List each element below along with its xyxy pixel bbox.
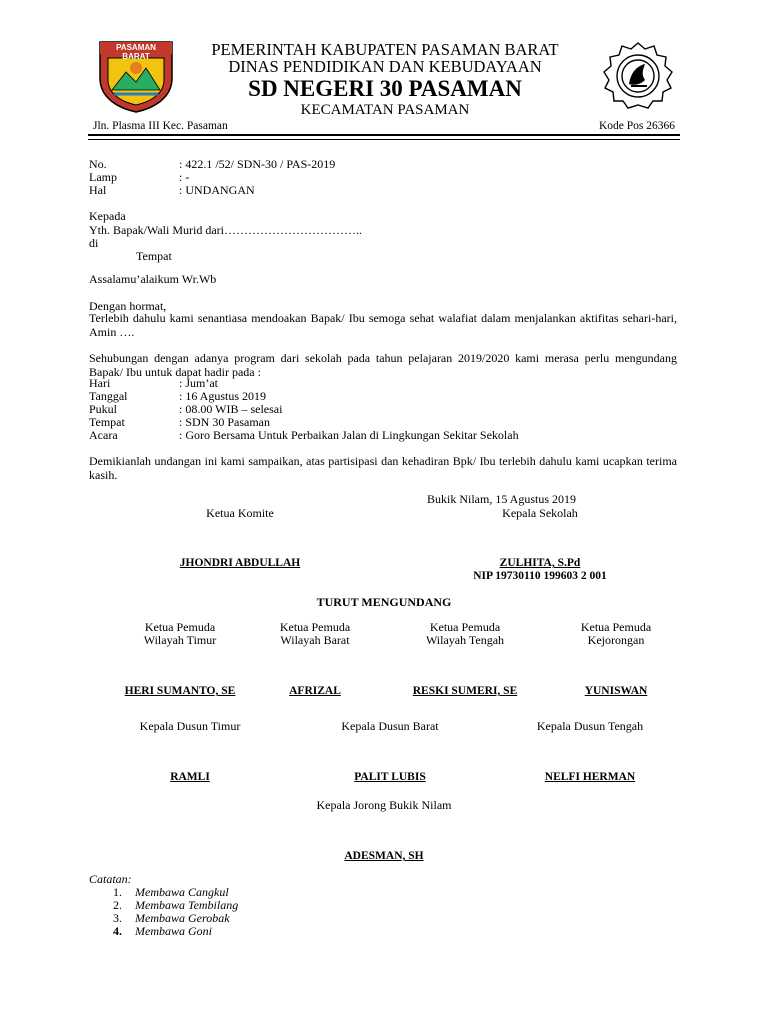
youth-west-name: AFRIZAL — [289, 685, 341, 697]
committee-name: JHONDRI ABDULLAH — [179, 557, 301, 569]
youth-central-title1: Ketua Pemuda — [429, 620, 501, 634]
youth-central-name: RESKI SUMERI, SE — [412, 685, 518, 697]
committee-title: Ketua Komite — [206, 506, 274, 520]
youth-village-title2: Kejorongan — [587, 633, 645, 647]
hamlet-east-name: RAMLI — [170, 771, 210, 783]
youth-village-title1: Ketua Pemuda — [580, 620, 652, 634]
youth-west-title2: Wilayah Barat — [280, 633, 350, 647]
list-text: Membawa Tembilang — [135, 898, 239, 912]
list-number: 3. — [113, 911, 122, 925]
district-line: KECAMATAN PASAMAN — [300, 102, 470, 118]
event-label-day: Hari — [89, 376, 111, 390]
meta-label-number: No. — [89, 157, 107, 171]
paragraph-2: Sehubungan dengan adanya program dari sekolah pada tahun pelajaran 2019/2020 kami merasa perlu mengundang Bapak/ Ibu untuk dapat hadir pada : — [89, 351, 677, 379]
list-number: 2. — [113, 898, 122, 912]
recipient-di: di — [89, 236, 99, 250]
government-line: PEMERINTAH KABUPATEN PASAMAN BARAT — [211, 40, 559, 59]
hamlet-west-name: PALIT LUBIS — [354, 771, 426, 783]
youth-central-title2: Wilayah Tengah — [425, 633, 505, 647]
list-text: Membawa Cangkul — [135, 885, 229, 899]
meta-value-attachment: : - — [179, 170, 190, 184]
list-text: Membawa Gerobak — [135, 911, 230, 925]
youth-east-name: HERI SUMANTO, SE — [124, 685, 236, 697]
meta-value-number: : 422.1 /52/ SDN-30 / PAS-2019 — [179, 157, 336, 171]
event-value-day: : Jum’at — [179, 376, 218, 390]
postal-code: Kode Pos 26366 — [598, 120, 675, 132]
notes-title: Catatan: — [89, 872, 132, 886]
list-number: 1. — [113, 885, 122, 899]
recipient-tempat: Tempat — [136, 249, 172, 263]
meta-label-attachment: Lamp — [89, 170, 117, 184]
hamlet-west-title: Kepala Dusun Barat — [341, 719, 439, 733]
paragraph-1: Terlebih dahulu kami senantiasa mendoakan Bapak/ Ibu semoga sehat walafiat dalam menjalankan aktifitas sehari-hari, Amin …. — [89, 311, 677, 339]
place-date: Bukik Nilam, 15 Agustus 2019 — [427, 492, 577, 506]
recipient-kepada: Kepada — [89, 209, 126, 223]
meta-label-subject: Hal — [89, 183, 107, 197]
list-item — [113, 925, 212, 938]
logo-text: PASAMAN BARAT — [116, 43, 156, 61]
event-label-date: Tanggal — [89, 389, 128, 403]
youth-east-title2: Wilayah Timur — [143, 633, 217, 647]
hamlet-central-name: NELFI HERMAN — [544, 771, 636, 783]
opening: Dengan hormat, — [89, 299, 167, 313]
youth-east-title1: Ketua Pemuda — [144, 620, 216, 634]
header-divider-thin — [88, 139, 680, 140]
school-address: Jln. Plasma III Kec. Pasaman — [93, 120, 228, 132]
recipient-yth: Yth. Bapak/Wali Murid dari…………………………….. — [89, 223, 363, 237]
principal-title: Kepala Sekolah — [502, 506, 578, 520]
principal-nip: NIP 19730110 199603 2 001 — [473, 570, 607, 582]
tut-wuri-handayani-logo — [601, 40, 675, 112]
co-inviters-title: TURUT MENGUNDANG — [316, 595, 452, 609]
youth-village-name: YUNISWAN — [584, 685, 648, 697]
school-name: SD NEGERI 30 PASAMAN — [248, 76, 522, 101]
event-value-place: : SDN 30 Pasaman — [179, 415, 270, 429]
meta-value-subject: : UNDANGAN — [179, 183, 255, 197]
event-value-date: : 16 Agustus 2019 — [179, 389, 267, 403]
list-number: 4. — [113, 924, 122, 938]
event-label-place: Tempat — [89, 415, 125, 429]
event-label-time: Pukul — [89, 402, 118, 416]
header-divider-thick — [88, 134, 680, 136]
youth-west-title1: Ketua Pemuda — [279, 620, 351, 634]
hamlet-east-title: Kepala Dusun Timur — [139, 719, 241, 733]
jorong-name: ADESMAN, SH — [344, 850, 424, 862]
hamlet-central-title: Kepala Dusun Tengah — [536, 719, 644, 733]
list-text: Membawa Goni — [135, 924, 212, 938]
principal-name: ZULHITA, S.Pd — [499, 557, 581, 569]
regency-logo — [96, 38, 176, 114]
event-value-agenda: : Goro Bersama Untuk Perbaikan Jalan di Lingkungan Sekitar Sekolah — [179, 428, 519, 442]
event-label-agenda: Acara — [89, 428, 118, 442]
closing-paragraph: Demikianlah undangan ini kami sampaikan, atas partisipasi dan kehadiran Bpk/ Ibu terlebih dahulu kami ucapkan terima kasih. — [89, 454, 677, 482]
greeting: Assalamu’alaikum Wr.Wb — [89, 272, 217, 286]
event-value-time: : 08.00 WIB – selesai — [179, 402, 283, 416]
jorong-title: Kepala Jorong Bukik Nilam — [316, 798, 452, 812]
department-line: DINAS PENDIDIKAN DAN KEBUDAYAAN — [228, 57, 542, 76]
